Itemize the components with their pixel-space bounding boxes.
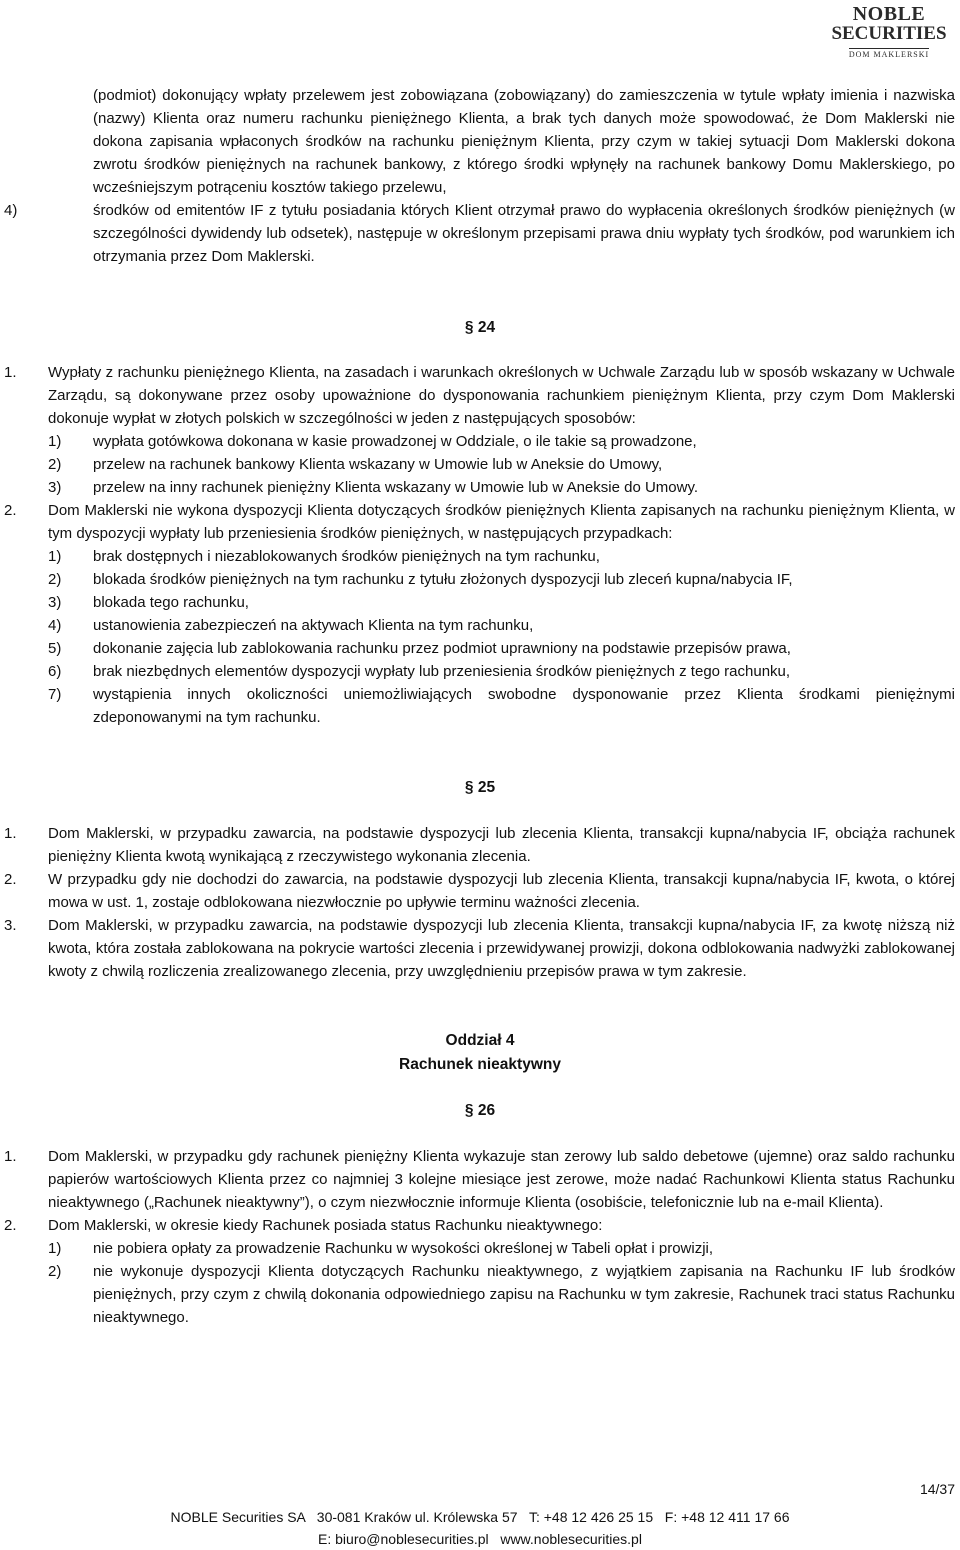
list-item-text: dokonanie zajęcia lub zablokowania rachunku przez podmiot uprawniony na podstawie przepisów prawa,: [93, 640, 791, 657]
s24-p1-number: 1.: [4, 364, 17, 381]
list-item-text: Dom Maklerski, w przypadku zawarcia, na podstawie dyspozycji lub zlecenia Klienta, transakcji kupna/nabycia IF, obciąża rachunek pieniężny Klienta kwotą wynikającą z rzeczywistego wykonania zlecenia.: [48, 825, 955, 865]
logo-text-noble: NOBLE: [852, 3, 926, 25]
list-item-text: wypłata gotówkowa dokonana w kasie prowadzonej w Oddziale, o ile takie są prowadzone,: [93, 433, 697, 450]
division-subtitle: Rachunek nieaktywny: [399, 1056, 561, 1073]
footer-contact: E: biuro@noblesecurities.pl www.noblesecurities.pl: [318, 1531, 642, 1547]
section-24-block: [0, 361, 960, 729]
intro-item-4-number: 4): [4, 202, 18, 219]
s24-paragraph-2: [0, 499, 960, 545]
intro-continuation-text: (podmiot) dokonujący wpłaty przelewem jest zobowiązana (zobowiązany) do zamieszczenia w tytule wpłaty imienia i nazwiska (nazwy) Klienta oraz numeru rachunku pieniężnego Klienta, a brak tych danych może spowodować, że Dom Maklerski nie dokona zapisania wpłaconych środków na rachunku pieniężnym Klienta, przy czym w takiej sytuacji Dom Maklerski dokona zwrotu środków pieniężnych na rachunek bankowy, z którego środki wpłynęły na rachunek bankowy Domu Maklerskiego, po wcześniejszym potrąceniu kosztów takiego przelewu,: [93, 87, 955, 196]
list-item: [0, 660, 960, 683]
list-item-text: blokada tego rachunku,: [93, 594, 249, 611]
list-item: [0, 430, 960, 453]
list-item: [0, 476, 960, 499]
list-item-number: 2): [48, 456, 62, 473]
list-item-number: 4): [48, 617, 62, 634]
list-item-number: 1): [48, 433, 62, 450]
list-item-number: 1): [48, 1240, 62, 1257]
s26-paragraph-2: [0, 1214, 960, 1237]
list-item-number: 3): [48, 594, 62, 611]
list-item-text: blokada środków pieniężnych na tym rachunku z tytułu złożonych dyspozycji lub zleceń kupna/nabycia IF,: [93, 571, 793, 588]
list-item-number: 2): [48, 571, 62, 588]
list-item: [0, 868, 960, 914]
page-footer: [0, 1506, 960, 1550]
s26-p1-number: 1.: [4, 1148, 17, 1165]
logo-text-securities: SECURITIES: [831, 23, 947, 44]
list-item-number: 3): [48, 479, 62, 496]
list-item-number: 5): [48, 640, 62, 657]
list-item: [0, 914, 960, 983]
list-item-number: 2.: [4, 871, 17, 888]
section-26-heading: § 26: [464, 1102, 496, 1119]
section-26-block: [0, 1145, 960, 1329]
s26-paragraph-1: [0, 1145, 960, 1214]
s24-paragraph-1: [0, 361, 960, 430]
company-logo: [822, 4, 956, 62]
list-item-number: 6): [48, 663, 62, 680]
section-25-heading: § 25: [464, 779, 496, 796]
s26-p1-text: Dom Maklerski, w przypadku gdy rachunek pieniężny Klienta wykazuje stan zerowy lub saldo debetowe (ujemne) oraz saldo rachunku papierów wartościowych Klienta przez co najmniej 3 kolejne miesiące jest zerowe, może nadać Rachunkowi Klienta status Rachunku nieaktywnego („Rachunek nieaktywny”), o czym niezwłocznie informuje Klienta (osobiście, telefonicznie lub na e-mail Klienta).: [48, 1148, 955, 1211]
list-item-text: przelew na inny rachunek pieniężny Klienta wskazany w Umowie lub w Aneksie do Umowy.: [93, 479, 699, 496]
section-25-block: [0, 822, 960, 983]
list-item: [0, 1237, 960, 1260]
list-item: [0, 591, 960, 614]
list-item: [0, 453, 960, 476]
list-item: [0, 822, 960, 868]
list-item-text: wystąpienia innych okoliczności uniemożliwiających swobodne dysponowanie przez Klienta środkami pieniężnymi zdeponowanymi na tym rachunku.: [93, 686, 955, 726]
list-item-text: Dom Maklerski, w przypadku zawarcia, na podstawie dyspozycji lub zlecenia Klienta, transakcji kupna/nabycia IF, za kwotę niższą niż kwota, która została zablokowana na pokrycie wartości zlecenia i przewidywanej prowizji, dokona odblokowania nadwyżki zablokowanej kwoty z chwilą rozliczenia zrealizowanego zlecenia, przy uwzględnieniu przepisów prawa w tym zakresie.: [48, 917, 955, 980]
page-number: 14/37: [919, 1481, 955, 1497]
list-item-text: nie pobiera opłaty za prowadzenie Rachunku w wysokości określonej w Tabeli opłat i prowizji,: [93, 1240, 714, 1257]
list-item: [0, 1260, 960, 1329]
list-item-text: brak niezbędnych elementów dyspozycji wypłaty lub przeniesienia środków pieniężnych z tego rachunku,: [93, 663, 791, 680]
logo-text-dom-maklerski: DOM MAKLERSKI: [848, 50, 930, 59]
list-item: [0, 545, 960, 568]
footer-address: NOBLE Securities SA 30-081 Kraków ul. Królewska 57 T: +48 12 426 25 15 F: +48 12 411 17 66: [170, 1509, 790, 1525]
list-item-number: 7): [48, 686, 62, 703]
list-item-number: 1.: [4, 825, 17, 842]
section-24-heading: § 24: [464, 319, 496, 336]
list-item-text: przelew na rachunek bankowy Klienta wskazany w Umowie lub w Aneksie do Umowy,: [93, 456, 663, 473]
division-title: Oddział 4: [445, 1032, 515, 1049]
s26-p2-text: Dom Maklerski, w okresie kiedy Rachunek posiada status Rachunku nieaktywnego:: [48, 1217, 603, 1234]
list-item-text: brak dostępnych i niezablokowanych środków pieniężnych na tym rachunku,: [93, 548, 600, 565]
list-item-number: 1): [48, 548, 62, 565]
list-item: [0, 568, 960, 591]
list-item-number: 3.: [4, 917, 17, 934]
s26-p2-number: 2.: [4, 1217, 17, 1234]
intro-block: [0, 84, 960, 268]
s24-p2-text: Dom Maklerski nie wykona dyspozycji Klienta dotyczących środków pieniężnych Klienta zapisanych na rachunku pieniężnym Klienta, w tym dyspozycji wypłaty lub przeniesienia środków pieniężnych, w następujących przypadkach:: [48, 502, 955, 542]
intro-item-4-text: środków od emitentów IF z tytułu posiadania których Klient otrzymał prawo do wypłacenia określonych środków pieniężnych (w szczególności dywidendy lub odsetek), następuje w określonym przepisami prawa dniu wypłaty tych środków, pod warunkiem ich otrzymania przez Dom Maklerski.: [93, 202, 955, 265]
list-item-text: nie wykonuje dyspozycji Klienta dotyczących Rachunku nieaktywnego, z wyjątkiem zapisania na Rachunku IF lub środków pieniężnych, przy czym z chwilą dokonania odpowiedniego zapisu na Rachunku w tym zakresie, Rachunek traci status Rachunku nieaktywnego.: [93, 1263, 955, 1326]
list-item: [0, 683, 960, 729]
list-item: [0, 614, 960, 637]
s24-p2-number: 2.: [4, 502, 17, 519]
list-item-text: ustanowienia zabezpieczeń na aktywach Klienta na tym rachunku,: [93, 617, 534, 634]
list-item-number: 2): [48, 1263, 62, 1280]
s24-p1-text: Wypłaty z rachunku pieniężnego Klienta, na zasadach i warunkach określonych w Uchwale Zarządu lub w sposób wskazany w Uchwale Zarządu, są dokonywane przez osoby upoważnione do dysponowania rachunkiem pieniężnym Klienta, przy czym Dom Maklerski dokonuje wypłat w złotych polskich w szczególności w jeden z następujących sposobów:: [48, 364, 955, 427]
list-item: [0, 637, 960, 660]
list-item-text: W przypadku gdy nie dochodzi do zawarcia, na podstawie dyspozycji lub zlecenia Klienta, transakcji kupna/nabycia IF, kwota, o której mowa w ust. 1, zostaje odblokowana niezwłocznie po upływie terminu ważności zlecenia.: [48, 871, 955, 911]
intro-item-4: [0, 199, 960, 268]
